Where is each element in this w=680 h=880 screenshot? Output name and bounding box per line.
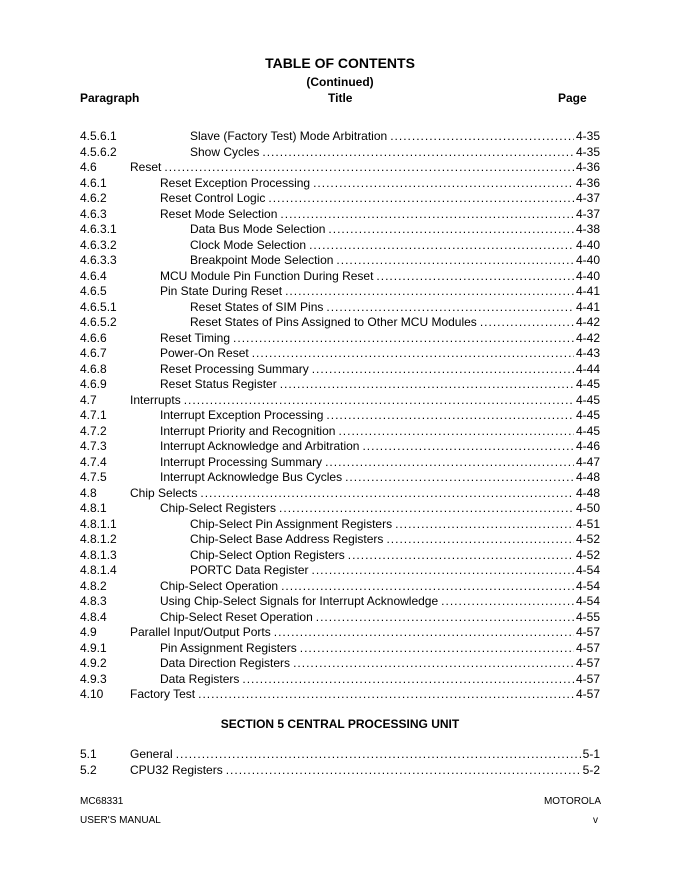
toc-entry-title: MCU Module Pin Function During Reset <box>160 269 376 285</box>
toc-entry-line <box>190 300 600 316</box>
toc-dot-leader <box>312 362 574 378</box>
toc-entry-number: 4.6.3.3 <box>80 253 117 267</box>
toc-entry-page: 4-57 <box>575 656 600 670</box>
toc-entry <box>80 672 600 688</box>
toc-entry-number: 4.5.6.2 <box>80 144 117 159</box>
toc-entry-page: 4-44 <box>575 361 600 376</box>
toc-entry-page: 5-2 <box>582 762 600 777</box>
toc-entry-number: 4.9 <box>80 625 97 639</box>
toc-entry-number: 4.6.3 <box>80 206 107 221</box>
toc-entry-line <box>190 548 600 564</box>
toc-entry-line <box>160 191 600 207</box>
toc-entry-line <box>130 486 600 502</box>
toc-dot-leader <box>300 641 574 657</box>
toc-entry-line <box>160 610 600 626</box>
toc-entry <box>80 331 600 347</box>
toc-entry-title: General <box>130 747 176 763</box>
toc-entry <box>80 763 600 779</box>
toc-entry-number: 4.6 <box>80 160 97 174</box>
toc-dot-leader <box>376 269 574 285</box>
toc-entry-title: Data Registers <box>160 672 242 688</box>
toc-entry-page: 4-36 <box>575 175 600 190</box>
toc-dot-leader <box>348 548 574 564</box>
toc-entry-title: Data Direction Registers <box>160 656 293 672</box>
toc-entry <box>80 160 600 176</box>
toc-entry-line <box>190 145 600 161</box>
toc-entry-number: 4.8.4 <box>80 609 107 624</box>
toc-entry-title: Reset States of SIM Pins <box>190 300 326 316</box>
toc-list-section-5 <box>80 747 600 778</box>
toc-entry-page: 4-57 <box>575 625 600 639</box>
toc-entry <box>80 207 600 223</box>
toc-entry-title: Reset Timing <box>160 331 233 347</box>
toc-dot-leader <box>390 129 574 145</box>
toc-entry <box>80 362 600 378</box>
toc-entry-title: Breakpoint Mode Selection <box>190 253 336 269</box>
toc-entry <box>80 176 600 192</box>
toc-entry <box>80 424 600 440</box>
toc-entry-line <box>160 656 600 672</box>
toc-entry-page: 4-50 <box>575 501 600 515</box>
toc-dot-leader <box>313 176 574 192</box>
toc-entry-number: 4.6.5.1 <box>80 299 117 314</box>
toc-entry-title: Chip Selects <box>130 486 200 502</box>
toc-entry-line <box>160 594 600 610</box>
toc-entry-line <box>160 501 600 517</box>
toc-dot-leader <box>326 300 574 316</box>
toc-dot-leader <box>281 579 574 595</box>
toc-entry-page: 4-45 <box>575 377 600 391</box>
toc-entry-line <box>160 207 600 223</box>
toc-entry <box>80 532 600 548</box>
toc-entry-number: 4.8.1.4 <box>80 563 117 577</box>
toc-dot-leader <box>274 625 574 641</box>
toc-entry-page: 4-48 <box>575 485 600 500</box>
toc-entry-number: 4.9.1 <box>80 640 107 655</box>
toc-entry-page: 4-40 <box>575 268 600 283</box>
toc-entry-line <box>190 129 600 145</box>
toc-entry-line <box>190 253 600 269</box>
toc-entry-title: Reset States of Pins Assigned to Other MCU Modules <box>190 315 480 331</box>
toc-entry-title: Reset Processing Summary <box>160 362 312 378</box>
toc-entry-number: 4.6.1 <box>80 175 107 190</box>
toc-entry-page: 4-37 <box>575 191 600 205</box>
toc-entry <box>80 687 600 703</box>
toc-entry-line <box>160 331 600 347</box>
toc-entry <box>80 594 600 610</box>
toc-entry-number: 4.7.5 <box>80 470 107 484</box>
toc-entry-title: Pin State During Reset <box>160 284 285 300</box>
toc-entry-page: 4-46 <box>575 439 600 453</box>
toc-entry-title: Interrupts <box>130 393 184 409</box>
toc-entry-title: Chip-Select Pin Assignment Registers <box>190 517 395 533</box>
toc-entry-page: 4-37 <box>575 206 600 221</box>
toc-dot-leader <box>280 207 574 223</box>
toc-entry-line <box>190 532 600 548</box>
toc-entry-page: 4-57 <box>575 687 600 701</box>
toc-dot-leader <box>226 763 581 779</box>
toc-entry-page: 4-57 <box>575 640 600 655</box>
toc-entry-number: 4.8.1.3 <box>80 547 117 562</box>
toc-entry <box>80 238 600 254</box>
toc-subtitle: (Continued) <box>306 75 374 89</box>
toc-entry-line <box>160 377 600 393</box>
footer-doc-id: MC68331 <box>80 796 124 807</box>
toc-dot-leader <box>184 393 574 409</box>
toc-entry <box>80 346 600 362</box>
toc-entry-line <box>130 393 600 409</box>
toc-dot-leader <box>336 253 574 269</box>
toc-entry-title: Chip-Select Operation <box>160 579 281 595</box>
toc-entry <box>80 501 600 517</box>
toc-entry-number: 4.6.3.1 <box>80 222 117 236</box>
toc-entry-line <box>160 641 600 657</box>
toc-entry-number: 4.7.2 <box>80 423 107 438</box>
toc-entry-page: 4-40 <box>575 237 600 252</box>
toc-dot-leader <box>280 377 574 393</box>
toc-dot-leader <box>441 594 574 610</box>
toc-entry-page: 4-42 <box>575 330 600 345</box>
toc-entry-line <box>160 408 600 424</box>
toc-entry <box>80 300 600 316</box>
toc-dot-leader <box>338 424 574 440</box>
toc-entry-number: 4.8.1 <box>80 501 107 515</box>
toc-entry-number: 5.2 <box>80 762 97 777</box>
toc-entry-number: 4.7.4 <box>80 454 107 469</box>
toc-entry-number: 4.6.7 <box>80 346 107 360</box>
toc-entry-line <box>160 269 600 285</box>
toc-entry-page: 4-36 <box>575 160 600 174</box>
toc-dot-leader <box>325 455 574 471</box>
toc-entry-number: 4.6.3.2 <box>80 237 117 252</box>
toc-entry-line <box>160 455 600 471</box>
toc-entry-number: 4.8.3 <box>80 594 107 608</box>
toc-entry-title: Chip-Select Base Address Registers <box>190 532 386 548</box>
toc-entry <box>80 563 600 579</box>
toc-entry-title: Interrupt Acknowledge Bus Cycles <box>160 470 345 486</box>
toc-entry-line <box>130 687 600 703</box>
toc-entry <box>80 579 600 595</box>
toc-entry-title: Reset Control Logic <box>160 191 268 207</box>
toc-entry-line <box>160 284 600 300</box>
toc-entry <box>80 517 600 533</box>
toc-entry-page: 4-54 <box>575 563 600 577</box>
toc-entry-title: Clock Mode Selection <box>190 238 309 254</box>
toc-entry <box>80 455 600 471</box>
toc-entry-title: Chip-Select Option Registers <box>190 548 348 564</box>
toc-entry <box>80 625 600 641</box>
toc-entry-title: Power-On Reset <box>160 346 252 362</box>
toc-dot-leader <box>362 439 574 455</box>
toc-entry-number: 4.6.2 <box>80 191 107 205</box>
toc-entry-page: 4-52 <box>575 547 600 562</box>
toc-entry-number: 4.8.1.1 <box>80 516 117 531</box>
toc-entry-title: Factory Test <box>130 687 198 703</box>
toc-entry <box>80 253 600 269</box>
toc-entry <box>80 222 600 238</box>
toc-dot-leader <box>242 672 574 688</box>
toc-entry-page: 4-40 <box>575 253 600 267</box>
toc-entry-number: 4.5.6.1 <box>80 129 117 143</box>
toc-entry <box>80 610 600 626</box>
toc-dot-leader <box>311 563 573 579</box>
toc-entry <box>80 269 600 285</box>
toc-entry <box>80 747 600 763</box>
toc-entry-title: Reset <box>130 160 164 176</box>
toc-entry-line <box>160 362 600 378</box>
toc-entry-page: 4-45 <box>575 423 600 438</box>
toc-entry-number: 4.9.2 <box>80 656 107 670</box>
toc-entry-page: 4-48 <box>575 470 600 484</box>
toc-entry-title: Reset Status Register <box>160 377 280 393</box>
toc-dot-leader <box>198 687 574 703</box>
toc-entry-number: 4.6.5 <box>80 284 107 298</box>
toc-entry-title: Reset Exception Processing <box>160 176 313 192</box>
toc-entry-page: 4-41 <box>575 299 600 314</box>
toc-entry-title: Interrupt Acknowledge and Arbitration <box>160 439 362 455</box>
toc-entry-number: 5.1 <box>80 747 97 761</box>
toc-entry-title: Interrupt Processing Summary <box>160 455 325 471</box>
toc-entry <box>80 315 600 331</box>
toc-entry-page: 4-38 <box>575 222 600 236</box>
toc-entry-title: PORTC Data Register <box>190 563 311 579</box>
toc-entry-page: 4-54 <box>575 594 600 608</box>
toc-entry-line <box>190 563 600 579</box>
toc-entry-page: 4-42 <box>575 315 600 329</box>
toc-entry-number: 4.10 <box>80 687 104 701</box>
toc-entry-title: Chip-Select Registers <box>160 501 279 517</box>
toc-entry-line <box>190 315 600 331</box>
toc-entry-page: 4-55 <box>575 609 600 624</box>
toc-list <box>80 129 600 703</box>
toc-entry-line <box>130 747 600 763</box>
toc-entry-line <box>160 470 600 486</box>
toc-entry-page: 4-41 <box>575 284 600 298</box>
toc-entry-title: Data Bus Mode Selection <box>190 222 328 238</box>
toc-entry-page: 4-52 <box>575 532 600 546</box>
toc-entry-title: Using Chip-Select Signals for Interrupt Acknowledge <box>160 594 441 610</box>
toc-entry-number: 4.6.5.2 <box>80 315 117 329</box>
toc-entry-line <box>130 763 600 779</box>
toc-entry-page: 4-57 <box>575 671 600 686</box>
toc-entry-line <box>190 222 600 238</box>
toc-entry-number: 4.6.9 <box>80 377 107 391</box>
toc-entry-title: Slave (Factory Test) Mode Arbitration <box>190 129 390 145</box>
toc-entry <box>80 284 600 300</box>
toc-dot-leader <box>285 284 574 300</box>
toc-entry <box>80 129 600 145</box>
toc-entry <box>80 145 600 161</box>
toc-entry-page: 4-47 <box>575 454 600 469</box>
toc-dot-leader <box>164 160 574 176</box>
toc-entry-page: 4-43 <box>575 346 600 360</box>
toc-entry-page: 4-35 <box>575 144 600 159</box>
toc-dot-leader <box>386 532 574 548</box>
toc-dot-leader <box>328 222 574 238</box>
toc-dot-leader <box>316 610 574 626</box>
toc-entry-line <box>190 517 600 533</box>
section-5-heading: SECTION 5 CENTRAL PROCESSING UNIT <box>220 717 460 731</box>
toc-entry-title: Chip-Select Reset Operation <box>160 610 316 626</box>
toc-entry-title: Show Cycles <box>190 145 262 161</box>
toc-dot-leader <box>233 331 574 347</box>
toc-entry <box>80 548 600 564</box>
toc-dot-leader <box>309 238 574 254</box>
toc-entry-number: 4.6.6 <box>80 330 107 345</box>
toc-entry-title: CPU32 Registers <box>130 763 226 779</box>
toc-entry-line <box>160 579 600 595</box>
toc-dot-leader <box>176 747 581 763</box>
toc-entry <box>80 470 600 486</box>
toc-entry-line <box>160 424 600 440</box>
toc-entry-line <box>160 346 600 362</box>
toc-entry-number: 4.9.3 <box>80 671 107 686</box>
toc-entry-line <box>160 439 600 455</box>
toc-dot-leader <box>480 315 574 331</box>
toc-entry-number: 4.8.2 <box>80 578 107 593</box>
toc-entry-number: 4.8.1.2 <box>80 532 117 546</box>
column-header-page: Page <box>558 91 587 105</box>
toc-entry-title: Interrupt Exception Processing <box>160 408 326 424</box>
toc-entry-number: 4.8 <box>80 485 97 500</box>
toc-dot-leader <box>268 191 574 207</box>
toc-entry <box>80 486 600 502</box>
toc-entry-number: 4.6.8 <box>80 361 107 376</box>
toc-entry-title: Pin Assignment Registers <box>160 641 300 657</box>
toc-entry-page: 4-54 <box>575 578 600 593</box>
toc-dot-leader <box>252 346 574 362</box>
toc-dot-leader <box>395 517 574 533</box>
toc-entry-title: Parallel Input/Output Ports <box>130 625 274 641</box>
toc-entry-line <box>190 238 600 254</box>
toc-entry-number: 4.7.1 <box>80 408 107 422</box>
toc-entry-page: 4-51 <box>575 516 600 531</box>
toc-entry-number: 4.7.3 <box>80 439 107 453</box>
toc-title: TABLE OF CONTENTS <box>265 55 415 71</box>
toc-dot-leader <box>200 486 574 502</box>
toc-entry-page: 4-35 <box>575 129 600 143</box>
toc-entry-line <box>130 625 600 641</box>
toc-dot-leader <box>279 501 574 517</box>
toc-dot-leader <box>326 408 574 424</box>
toc-entry <box>80 377 600 393</box>
toc-entry-line <box>160 176 600 192</box>
toc-entry-page: 4-45 <box>575 392 600 407</box>
toc-entry <box>80 641 600 657</box>
toc-entry <box>80 191 600 207</box>
toc-entry-line <box>130 160 600 176</box>
toc-dot-leader <box>262 145 574 161</box>
toc-entry-page: 4-45 <box>575 408 600 422</box>
toc-entry <box>80 656 600 672</box>
toc-dot-leader <box>293 656 574 672</box>
footer-manual: USER'S MANUAL <box>80 815 161 826</box>
toc-entry-title: Reset Mode Selection <box>160 207 280 223</box>
toc-entry <box>80 393 600 409</box>
toc-dot-leader <box>345 470 574 486</box>
toc-entry-title: Interrupt Priority and Recognition <box>160 424 338 440</box>
toc-entry-line <box>160 672 600 688</box>
toc-entry-page: 5-1 <box>582 747 600 761</box>
footer-page-number: v <box>593 815 598 826</box>
column-header-title: Title <box>328 91 353 105</box>
toc-entry <box>80 408 600 424</box>
toc-entry <box>80 439 600 455</box>
column-header-paragraph: Paragraph <box>80 91 140 105</box>
toc-entry-number: 4.7 <box>80 392 97 407</box>
footer-company: MOTOROLA <box>543 796 601 807</box>
toc-entry-number: 4.6.4 <box>80 268 107 283</box>
